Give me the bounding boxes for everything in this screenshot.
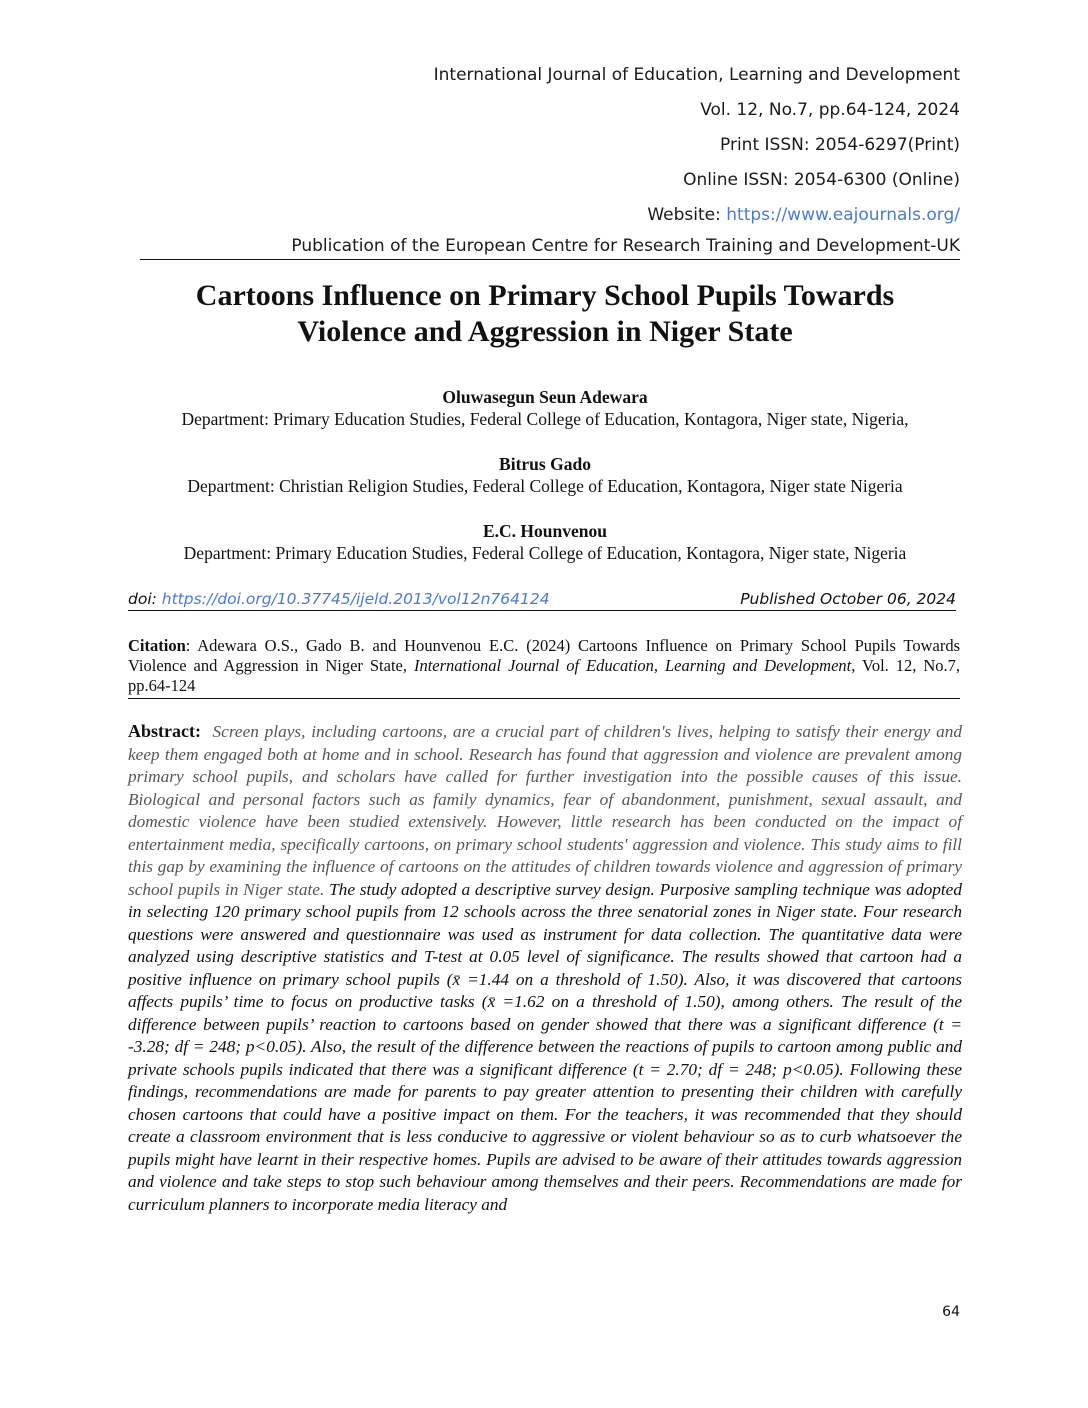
author-name: Oluwasegun Seun Adewara — [442, 387, 648, 407]
website-line — [140, 198, 960, 233]
citation-text: : Adewara O.S., Gado B. and Hounvenou E.C. (2024) Cartoons Influence on Primary School Pupils Towards Violence and Aggression in Niger State, — [128, 636, 960, 675]
author-affiliation: Department: Primary Education Studies, Federal College of Education, Kontagora, Niger state, Nigeria, — [181, 409, 909, 429]
author-list — [120, 386, 970, 587]
author-affiliation: Department: Primary Education Studies, Federal College of Education, Kontagora, Niger state, Nigeria — [183, 543, 907, 563]
journal-name: International Journal of Education, Learning and Development — [433, 65, 960, 85]
citation-journal: International Journal of Education, Learning and Development — [413, 656, 852, 675]
doi-row — [128, 588, 956, 611]
print-issn: Print ISSN: 2054-6297(Print) — [720, 135, 960, 155]
page-number: 64 — [942, 1304, 960, 1320]
online-issn: Online ISSN: 2054-6300 (Online) — [683, 170, 960, 190]
author-block-1 — [120, 386, 970, 430]
volume-info: Vol. 12, No.7, pp.64-124, 2024 — [700, 100, 960, 120]
title-line-1: Cartoons Influence on Primary School Pupils Towards — [195, 279, 895, 312]
doi-label: doi: — [128, 590, 162, 608]
abstract-text-part1: Screen plays, including cartoons, are a crucial part of children's lives, helping to satisfy their energy and keep them engaged both at home and in school. Research has found that aggression and violence are prevalent among primary school pupils, and scholars have called for further investigation into the possible causes of this issue. Biological and personal factors such as family dynamics, fear of abandonment, punishment, sexual assault, and domestic violence have been studied extensively. However, little research has been conducted on the impact of entertainment media, specifically cartoons, on primary school students' aggression and violence. This study aims to fill this gap by examining the influence of cartoons on the attitudes of children towards violence and aggression of primary school pupils in Niger state. — [128, 722, 962, 899]
website-label: Website: — [647, 205, 727, 225]
abstract-label: Abstract: — [128, 721, 201, 741]
paper-title — [120, 278, 970, 350]
author-block-2 — [120, 453, 970, 497]
author-block-3 — [120, 520, 970, 564]
author-name: E.C. Hounvenou — [483, 521, 607, 541]
doi-link[interactable]: https://doi.org/10.37745/ijeld.2013/vol12n764124 — [161, 590, 550, 608]
author-affiliation: Department: Christian Religion Studies, Federal College of Education, Kontagora, Niger state Nigeria — [187, 476, 903, 496]
abstract-text-part2: The study adopted a descriptive survey design. Purposive sampling technique was adopted in selecting 120 primary school pupils from 12 schools across the three senatorial zones in Niger state. Four research questions were answered and questionnaire was used as instrument for data collection. The quantitative data were analyzed using descriptive statistics and T-test at 0.05 level of significance. The results showed that cartoon had a positive influence on primary school pupils (x̄ =1.44 on a threshold of 1.50). Also, it was discovered that cartoons affects pupils’ time to focus on productive tasks (x̄ =1.62 on a threshold of 1.50), among others. The result of the difference between pupils’ reaction to cartoons based on gender showed that there was a significant difference (t = -3.28; df = 248; p<0.05). Also, the result of the difference between the reactions of pupils to cartoon among public and private schools pupils indicated that there was a significant difference (t = 2.70; df = 248; p<0.05). Following these findings, recommendations are made for parents to pay greater attention to presenting their children with carefully chosen cartoons that could have a positive impact on them. For the teachers, it was recommended that they should create a classroom environment that is less conducive to aggressive or violent behaviour so as to curb whatsoever the pupils might have learnt in their respective homes. Pupils are advised to be aware of their attitudes towards aggression and violence and take steps to stop such behaviour among themselves and their peers. Recommendations are made for curriculum planners to incorporate media literacy and — [128, 879, 962, 1214]
publisher-line: Publication of the European Centre for Research Training and Development-UK — [140, 233, 960, 260]
abstract — [128, 720, 962, 1216]
published-date: Published October 06, 2024 — [740, 590, 956, 608]
citation — [128, 636, 960, 699]
author-name: Bitrus Gado — [499, 454, 591, 474]
doi — [128, 588, 550, 610]
citation-volume: , Vol. 12, No.7, pp.64-124 — [128, 656, 960, 695]
title-line-2: Violence and Aggression in Niger State — [297, 315, 793, 348]
citation-label: Citation — [128, 636, 186, 655]
website-link[interactable]: https://www.eajournals.org/ — [726, 205, 960, 225]
journal-header — [140, 58, 960, 260]
